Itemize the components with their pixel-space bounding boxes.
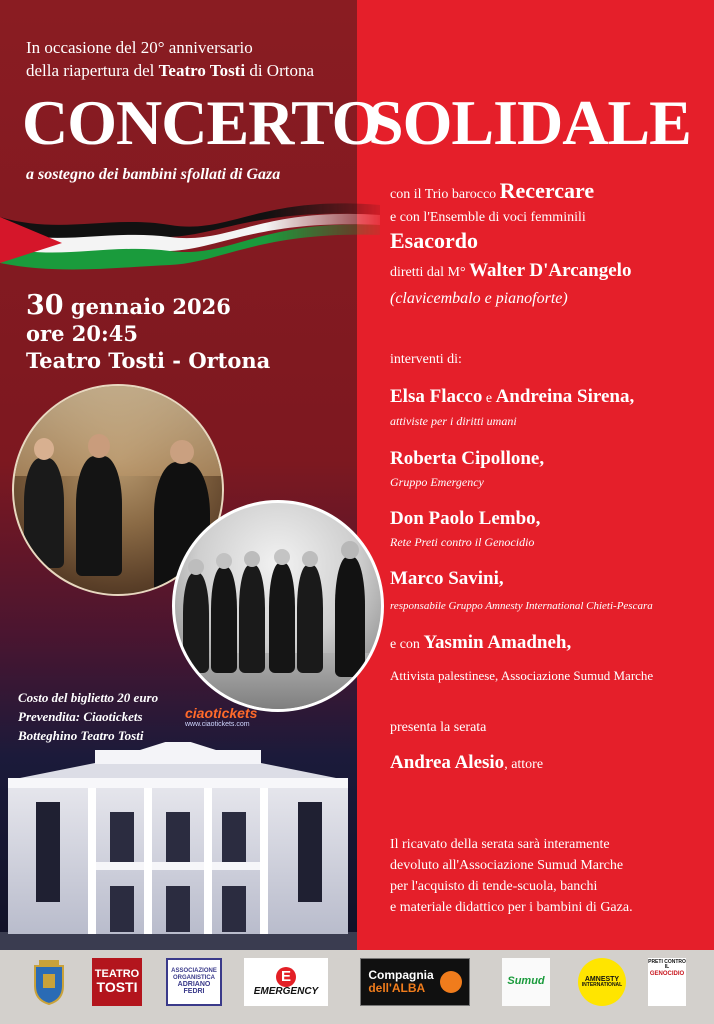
speaker-4: Marco Savini, — [390, 568, 504, 589]
ticket-info — [18, 688, 158, 745]
speaker-5: e con Yasmin Amadneh, — [390, 632, 572, 653]
speaker-3-role: Rete Preti contro il Genocidio — [390, 535, 535, 549]
ensemble-name: Esacordo — [390, 228, 478, 253]
host-name: Andrea Alesio — [390, 752, 505, 773]
amnesty-logo: AMNESTY INTERNATIONAL — [576, 958, 628, 1006]
speaker-2-role: Gruppo Emergency — [390, 475, 484, 489]
speakers-heading: interventi di: — [390, 352, 462, 367]
speaker-1-role: attiviste per i diritti umani — [390, 414, 517, 428]
event-day: 30 — [26, 290, 64, 321]
ortona-crest-logo — [28, 958, 70, 1006]
compagnia-alba-logo: Compagnia dell'ALBA — [360, 958, 470, 1006]
palestine-flag-ribbon — [0, 195, 380, 275]
host-heading: presenta la serata — [390, 720, 487, 735]
host-line: Andrea Alesio, attore — [390, 752, 544, 773]
intro-line2: della riapertura del Teatro Tosti di Ortona — [26, 61, 315, 80]
trio-name: Recercare — [499, 178, 595, 203]
event-date: 30 gennaio 2026 — [26, 290, 231, 321]
trio-line: con il Trio barocco Recercare — [390, 178, 595, 203]
preti-contro-genocidio-logo: PRETI CONTRO IL GENOCIDIO — [648, 958, 686, 1006]
ciaotickets-logo: ciaotickets www.ciaotickets.com — [185, 705, 258, 728]
subtitle: a sostegno dei bambini sfollati di Gaza — [26, 166, 281, 183]
ensemble-photo — [172, 500, 384, 712]
event-details — [26, 292, 270, 374]
intro-line1: In occasione del 20° anniversario — [26, 38, 253, 57]
title-left: CONCERTO — [22, 87, 381, 158]
emergency-logo: E EMERGENCY — [244, 958, 328, 1006]
director-name: Walter D'Arcangelo — [469, 260, 632, 281]
ticket-presale: Prevendita: Ciaotickets — [18, 709, 143, 724]
speaker-4-role: responsabile Gruppo Amnesty International Chieti-Pescara — [390, 600, 653, 612]
event-time: ore 20:45 — [26, 321, 138, 346]
intro-theatre-name: Teatro Tosti — [158, 61, 246, 80]
director-line: diretti dal M° Walter D'Arcangelo — [390, 260, 632, 281]
director-role: (clavicembalo e pianoforte) — [390, 290, 568, 307]
speaker-2: Roberta Cipollone, — [390, 448, 545, 469]
intro-text — [26, 36, 314, 82]
adriano-fedri-logo: ASSOCIAZIONE ORGANISTICA ADRIANO FEDRI — [166, 958, 222, 1006]
ticket-boxoffice: Botteghino Teatro Tosti — [18, 728, 144, 743]
speaker-5-role: Attivista palestinese, Associazione Sumud Marche — [390, 668, 654, 683]
title-right: SOLIDALE — [368, 87, 691, 158]
speaker-1: Elsa Flacco e Andreina Sirena, — [390, 386, 635, 407]
sumud-logo: Sumud — [502, 958, 550, 1006]
ensemble-line: e con l'Ensemble di voci femminili — [390, 210, 586, 225]
teatro-tosti-logo: TEATRO TOSTI — [92, 958, 142, 1006]
proceeds-note: Il ricavato della serata sarà interamente devoluto all'Associazione Sumud Marche per l'acquisto di tende-scuola, banchi e materiale didattico per i bambini di Gaza. — [390, 837, 633, 915]
teatro-tosti-building — [0, 742, 357, 950]
speaker-3: Don Paolo Lembo, — [390, 508, 541, 529]
event-venue: Teatro Tosti - Ortona — [26, 348, 271, 373]
ticket-price: Costo del biglietto 20 euro — [18, 690, 159, 705]
